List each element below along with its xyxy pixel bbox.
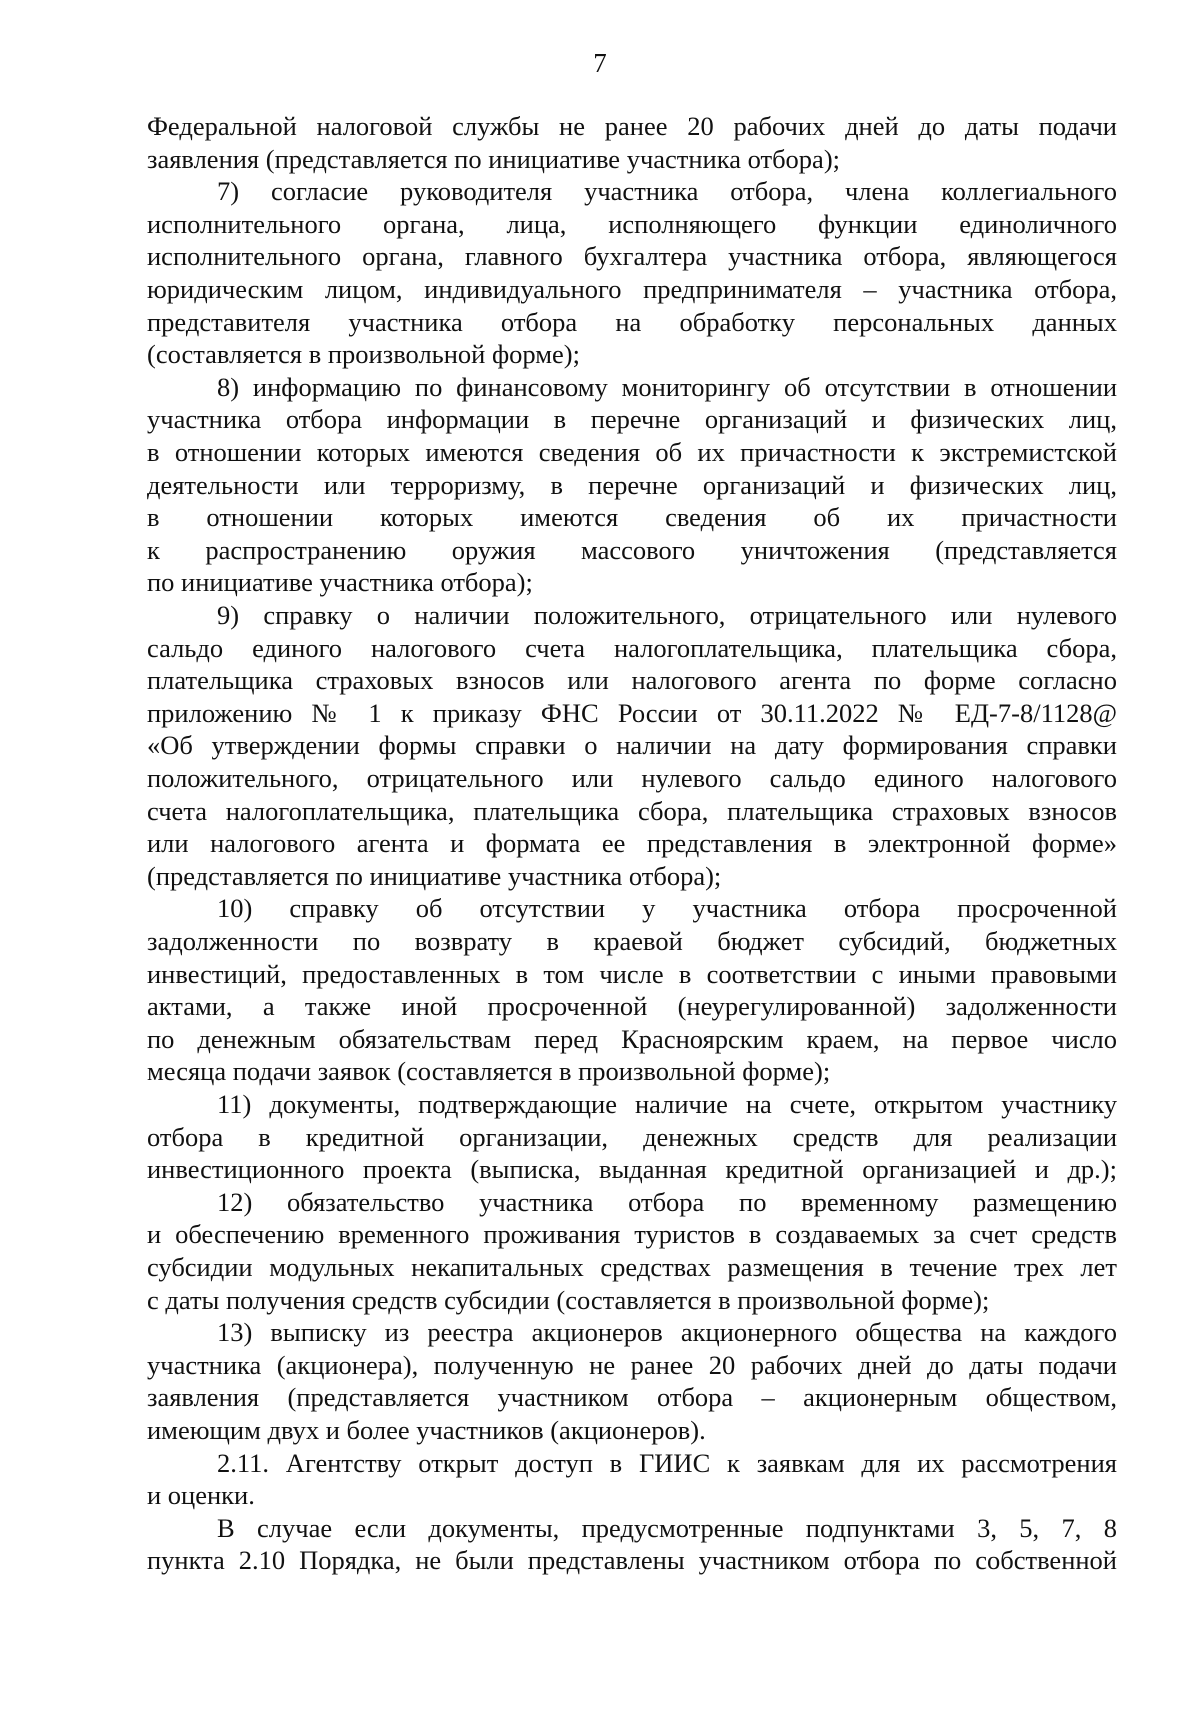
text-line: счета налогоплательщика, плательщика сбора, плательщика страховых взносов: [147, 796, 1117, 826]
text-line: «Об утверждении формы справки о наличии на дату формирования справки: [147, 730, 1117, 760]
text-line: к распространению оружия массового уничтожения (представляется: [147, 535, 1117, 565]
text-line: плательщика страховых взносов или налогового агента по форме согласно: [147, 665, 1117, 695]
text-line: задолженности по возврату в краевой бюджет субсидий, бюджетных: [147, 926, 1117, 956]
text-line: представителя участника отбора на обработку персональных данных: [147, 307, 1117, 337]
text-line: участника (акционера), полученную не ранее 20 рабочих дней до даты подачи: [147, 1350, 1117, 1380]
text-line: инвестиционного проекта (выписка, выданная кредитной организацией и др.);: [147, 1154, 1117, 1184]
text-line: с даты получения средств субсидии (составляется в произвольной форме);: [147, 1285, 990, 1315]
text-line: в отношении которых имеются сведения об их причастности к экстремистской: [147, 437, 1117, 467]
paragraph-first-line: 2.11. Агентству открыт доступ в ГИИС к заявкам для их рассмотрения: [217, 1448, 1117, 1478]
paragraph-first-line: 7) согласие руководителя участника отбора, члена коллегиального: [217, 176, 1117, 206]
text-line: юридическим лицом, индивидуального предпринимателя – участника отбора,: [147, 274, 1117, 304]
text-line: исполнительного органа, лица, исполняющего функции единоличного: [147, 209, 1117, 239]
text-line: исполнительного органа, главного бухгалтера участника отбора, являющегося: [147, 241, 1117, 271]
text-line: и обеспечению временного проживания туристов в создаваемых за счет средств: [147, 1219, 1117, 1249]
text-line: актами, а также иной просроченной (неурегулированной) задолженности: [147, 991, 1117, 1021]
text-line: участника отбора информации в перечне организаций и физических лиц,: [147, 404, 1117, 434]
text-line: деятельности или терроризму, в перечне организаций и физических лиц,: [147, 470, 1117, 500]
text-line: отбора в кредитной организации, денежных средств для реализации: [147, 1122, 1117, 1152]
text-line: (представляется по инициативе участника отбора);: [147, 861, 722, 891]
text-line: или налогового агента и формата ее представления в электронной форме»: [147, 828, 1117, 858]
text-line: месяца подачи заявок (составляется в произвольной форме);: [147, 1056, 831, 1086]
paragraph-first-line: 8) информацию по финансовому мониторингу об отсутствии в отношении: [217, 372, 1117, 402]
text-line: пункта 2.10 Порядка, не были представлены участником отбора по собственной: [147, 1545, 1117, 1575]
page-number: 7: [593, 48, 607, 78]
text-line: заявления (представляется участником отбора – акционерным обществом,: [147, 1382, 1117, 1412]
text-line: (составляется в произвольной форме);: [147, 339, 580, 369]
text-line: Федеральной налоговой службы не ранее 20 рабочих дней до даты подачи: [147, 111, 1117, 141]
text-line: и оценки.: [147, 1480, 255, 1510]
paragraph-first-line: 9) справку о наличии положительного, отрицательного или нулевого: [217, 600, 1117, 630]
text-line: заявления (представляется по инициативе участника отбора);: [147, 144, 841, 174]
text-line: сальдо единого налогового счета налогоплательщика, плательщика сбора,: [147, 633, 1117, 663]
text-line: положительного, отрицательного или нулевого сальдо единого налогового: [147, 763, 1117, 793]
text-line: инвестиций, предоставленных в том числе в соответствии с иными правовыми: [147, 959, 1117, 989]
text-line: в отношении которых имеются сведения об их причастности: [147, 502, 1117, 532]
text-line: субсидии модульных некапитальных средствах размещения в течение трех лет: [147, 1252, 1117, 1282]
text-line: по денежным обязательствам перед Красноярским краем, на первое число: [147, 1024, 1117, 1054]
paragraph-first-line: 12) обязательство участника отбора по временному размещению: [217, 1187, 1117, 1217]
paragraph-first-line: 11) документы, подтверждающие наличие на счете, открытом участнику: [217, 1089, 1117, 1119]
paragraph-first-line: В случае если документы, предусмотренные подпунктами 3, 5, 7, 8: [217, 1513, 1117, 1543]
paragraph-first-line: 10) справку об отсутствии у участника отбора просроченной: [217, 893, 1117, 923]
text-line: по инициативе участника отбора);: [147, 567, 533, 597]
text-line: имеющим двух и более участников (акционеров).: [147, 1415, 706, 1445]
paragraph-first-line: 13) выписку из реестра акционеров акционерного общества на каждого: [217, 1317, 1117, 1347]
text-line: приложению № 1 к приказу ФНС России от 30.11.2022 № ЕД-7-8/1128@: [147, 698, 1117, 728]
